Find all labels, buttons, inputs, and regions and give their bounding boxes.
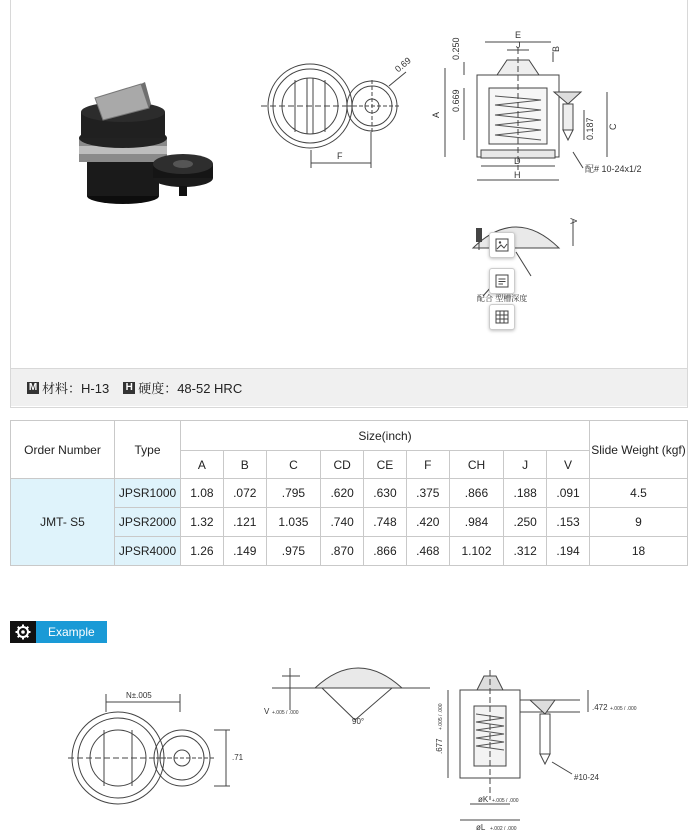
weight-cell: 4.5 xyxy=(590,479,688,508)
weight-cell: 18 xyxy=(590,537,688,566)
dim-0669-label: 0.669 xyxy=(451,89,461,112)
example-drawing xyxy=(10,650,690,835)
table-icon xyxy=(495,310,509,324)
ex-dim-071-label: .71 xyxy=(232,753,244,762)
value-cell: .866 xyxy=(364,537,407,566)
value-cell: .740 xyxy=(321,508,364,537)
ex-dim-677-tol: +.005 / .000 xyxy=(438,703,444,730)
image-toolbar xyxy=(489,232,517,340)
type-cell: JPSR4000 xyxy=(115,537,181,566)
dim-d-label: D xyxy=(514,156,521,166)
value-cell: .866 xyxy=(449,479,504,508)
dim-v-label: V xyxy=(569,217,579,224)
hardness-text: 硬度：48-52 HRC xyxy=(138,381,243,396)
value-cell: .984 xyxy=(449,508,504,537)
groove-detail xyxy=(473,220,573,296)
dim-f-label: F xyxy=(337,151,343,161)
value-cell: 1.035 xyxy=(266,508,321,537)
dim-069-label: 0.69 xyxy=(393,55,413,75)
order-number-header: Order Number xyxy=(11,421,115,479)
front-view xyxy=(261,64,406,168)
type-cell: JPSR1000 xyxy=(115,479,181,508)
material-bar xyxy=(11,368,687,406)
material-item xyxy=(27,378,109,397)
value-cell: 1.102 xyxy=(449,537,504,566)
value-cell: .620 xyxy=(321,479,364,508)
drawing-svg xyxy=(11,0,687,368)
value-cell: .153 xyxy=(547,508,590,537)
value-cell: .375 xyxy=(406,479,449,508)
dim-c-label: C xyxy=(608,123,618,130)
value-cell: .194 xyxy=(547,537,590,566)
ex-dim-n-label: N±.005 xyxy=(126,691,152,700)
value-cell: .630 xyxy=(364,479,407,508)
gear-icon xyxy=(10,621,36,643)
product-photo xyxy=(79,82,213,204)
value-cell: .975 xyxy=(266,537,321,566)
hardness-item xyxy=(123,378,242,397)
hardness-icon: H xyxy=(123,382,135,394)
value-cell: .121 xyxy=(223,508,266,537)
col-header-ch: CH xyxy=(449,451,504,479)
dim-b-label: B xyxy=(551,45,561,52)
material-icon: M xyxy=(28,381,38,393)
type-cell: JPSR2000 xyxy=(115,508,181,537)
weight-cell: 9 xyxy=(590,508,688,537)
value-cell: .091 xyxy=(547,479,590,508)
ex-dim-472-label: .472 xyxy=(592,703,608,712)
dim-0250-label: 0.250 xyxy=(451,37,461,60)
value-cell: 1.26 xyxy=(181,537,224,566)
value-cell: .072 xyxy=(223,479,266,508)
text-icon xyxy=(495,274,509,288)
example-svg xyxy=(10,650,690,835)
table-row xyxy=(11,479,688,508)
col-header-ce: CE xyxy=(364,451,407,479)
dim-h-label: H xyxy=(514,170,521,180)
ex-dim-677-label: .677 xyxy=(435,738,444,754)
value-cell: .420 xyxy=(406,508,449,537)
col-header-c: C xyxy=(266,451,321,479)
product-panel xyxy=(10,0,688,408)
dim-e-label: E xyxy=(515,30,522,40)
thread-note-label: 配# 10-24x1/2 xyxy=(585,164,642,174)
ex-dim-thread-label: #10-24 xyxy=(574,773,599,782)
value-cell: .149 xyxy=(223,537,266,566)
order-number-cell: JMT- S5 xyxy=(11,479,115,566)
image-icon xyxy=(495,238,509,252)
dim-0187-label: 0.187 xyxy=(585,117,595,140)
col-header-a: A xyxy=(181,451,224,479)
ex-dim-l-tol: +.002 / .000 xyxy=(490,826,517,832)
value-cell: .312 xyxy=(504,537,547,566)
image-tool-button[interactable] xyxy=(489,232,515,258)
col-header-j: J xyxy=(504,451,547,479)
spec-table xyxy=(10,420,688,566)
col-header-f: F xyxy=(406,451,449,479)
groove-marker xyxy=(476,228,482,242)
col-header-cd: CD xyxy=(321,451,364,479)
ex-dim-90-label: 90° xyxy=(352,717,365,726)
type-header: Type xyxy=(115,421,181,479)
ex-dim-472-tol: +.005 / .000 xyxy=(610,706,637,712)
groove-note-label: 配合 型槽深度 xyxy=(477,294,528,303)
size-header: Size(inch) xyxy=(181,421,590,451)
value-cell: .250 xyxy=(504,508,547,537)
ex-dim-v-tol: +.005 / .000 xyxy=(272,710,299,716)
ex-dim-k-tol: +.005 / .000 xyxy=(492,798,519,804)
value-cell: .795 xyxy=(266,479,321,508)
ex-dim-l-label: øL xyxy=(476,823,486,832)
dim-j-label: J xyxy=(516,40,521,50)
ex-dim-k-label: øK xyxy=(478,795,489,804)
section-view xyxy=(445,42,607,180)
value-cell: .468 xyxy=(406,537,449,566)
table-tool-button[interactable] xyxy=(489,304,515,330)
dim-a-label: A xyxy=(431,111,441,118)
example-badge xyxy=(10,621,107,643)
material-text: 材料：H-13 xyxy=(42,381,110,396)
value-cell: .870 xyxy=(321,537,364,566)
col-header-b: B xyxy=(223,451,266,479)
col-header-v: V xyxy=(547,451,590,479)
value-cell: .748 xyxy=(364,508,407,537)
value-cell: 1.08 xyxy=(181,479,224,508)
value-cell: 1.32 xyxy=(181,508,224,537)
example-label: Example xyxy=(36,621,107,643)
technical-drawing xyxy=(11,0,687,368)
value-cell: .188 xyxy=(504,479,547,508)
ex-dim-v-label: V xyxy=(264,707,270,716)
text-tool-button[interactable] xyxy=(489,268,515,294)
slide-weight-header: Slide Weight (kgf) xyxy=(590,421,688,479)
